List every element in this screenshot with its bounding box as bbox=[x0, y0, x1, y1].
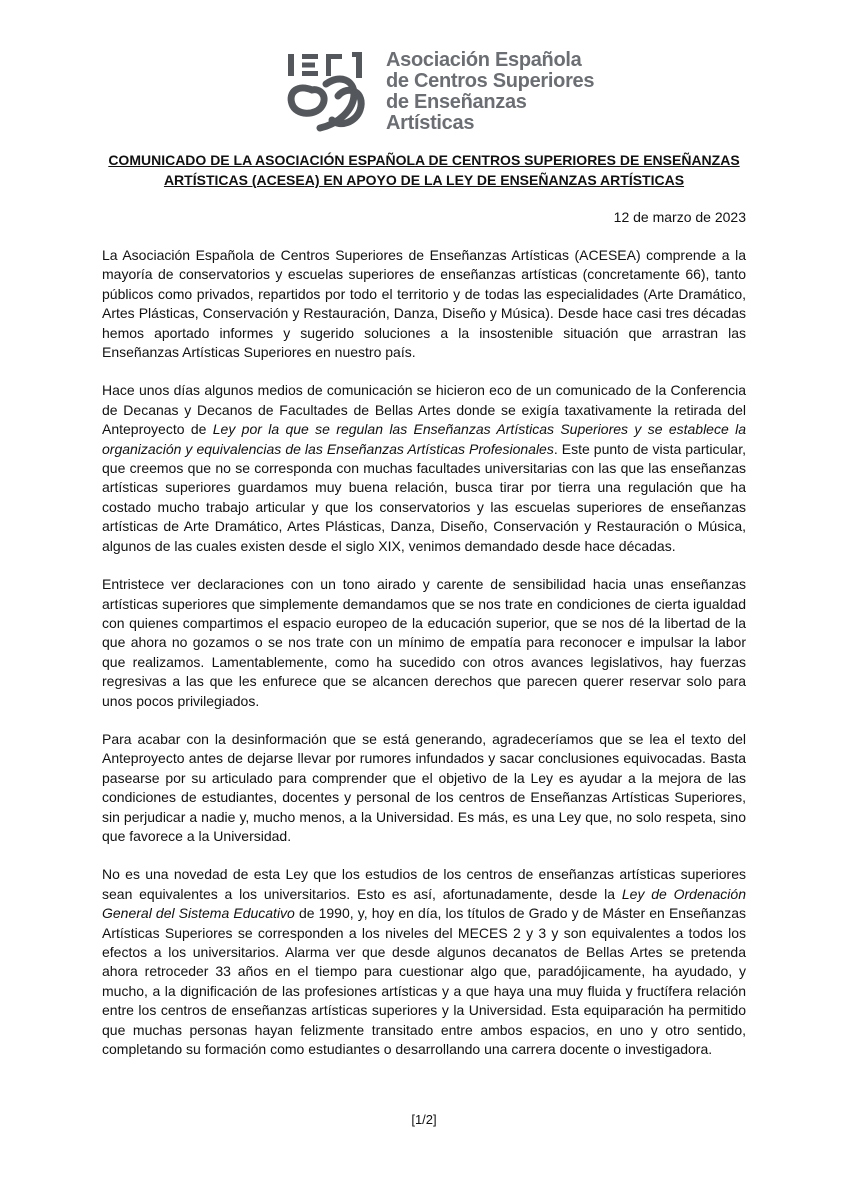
document-body bbox=[102, 246, 746, 1078]
page-number: [1/2] bbox=[411, 1112, 437, 1127]
paragraph-text: Hace unos días algunos medios de comunicación se hicieron eco de un comunicado de la Conferencia de Decanas y Decanos de Facultades de Bellas Artes donde se exigía taxativamente la retirada del Anteproyecto de bbox=[102, 382, 746, 438]
paragraph-text: La Asociación Española de Centros Superiores de Enseñanzas Artísticas (ACESEA) comprende a la mayoría de conservatorios y escuelas superiores de enseñanzas artísticas (concretamente 66), tanto públicos como privados, repartidos por todo el territorio y de todas las especialidades (Arte Dramático, Artes Plásticas, Conservación y Restauración, Danza, Diseño y Música). Desde hace casi tres décadas hemos aportado informes y sugerido soluciones a la insostenible situación que arrastran las Enseñanzas Artísticas Superiores en nuestro país. bbox=[102, 247, 746, 361]
logo-line: de Enseñanzas bbox=[386, 91, 527, 113]
paragraph bbox=[102, 246, 746, 362]
paragraph bbox=[102, 575, 746, 711]
acesea-logo-mark-icon bbox=[282, 44, 382, 134]
paragraph-text: Para acabar con la desinformación que se está generando, agradeceríamos que se lea el texto del Anteproyecto antes de dejarse llevar por rumores infundados y sacar conclusiones equivocadas. Basta pasearse por su articulado para comprender que el objetivo de la Ley es ayudar a la mejora de las condiciones de estudiantes, docentes y personal de los centros de Enseñanzas Artísticas Superiores, sin perjudicar a nadie y, mucho menos, a la Universidad. Es más, es una Ley que, no solo respeta, sino que favorece a la Universidad. bbox=[102, 730, 746, 844]
paragraph-text: de 1990, y, hoy en día, los títulos de Grado y de Máster en Enseñanzas Artísticas Superiores se corresponden a los niveles del MECES 2 y 3 y son equivalentes a todos los efectos a los universitarios. Alarma ver que desde algunos decanatos de Bellas Artes se pretenda ahora retroceder 33 años en el tiempo para cuestionar algo que, paradójicamente, ha ayudado, y mucho, a la dignificación de las profesiones artísticas y a que haya una muy fluida y fructífera relación entre los centros de enseñanzas artísticas superiores y la Universidad. Esta equiparación ha permitido que muchas personas hayan felizmente transitado entre ambos espacios, en uno y otro sentido, completando su formación como estudiantes o desarrollando una carrera docente o investigadora. bbox=[102, 905, 746, 1058]
law-title-italic: Ley por la que se regulan las Enseñanzas Artísticas Superiores y se establece la organización y equivalencias de las Enseñanzas Artísticas Profesionales bbox=[102, 421, 746, 457]
paragraph-text: . Este punto de vista particular, que creemos que no se corresponda con muchas facultades universitarias con las que las enseñanzas artísticas superiores guardamos muy buena relación, busca tirar por tierra una regulación que ha costado mucho trabajo articular y que los conservatorios y las escuelas superiores de enseñanzas artísticas de Arte Dramático, Artes Plásticas, Danza, Diseño, Conservación y Restauración o Música, algunos de las cuales existen desde el siglo XIX, venimos demandado desde hace décadas. bbox=[102, 440, 746, 554]
document-date: 12 de marzo de 2023 bbox=[613, 209, 746, 225]
paragraph bbox=[102, 730, 746, 846]
acesea-logo-text bbox=[386, 50, 594, 134]
acesea-logo bbox=[282, 44, 595, 136]
paragraph-text: No es una novedad de esta Ley que los estudios de los centros de enseñanzas artísticas superiores sean equivalentes a los universitarios. Esto es así, afortunadamente, desde la bbox=[102, 866, 746, 902]
paragraph-text: Entristece ver declaraciones con un tono airado y carente de sensibilidad hacia unas enseñanzas artísticas superiores que simplemente demandamos que se nos trate en condiciones de cierta igualdad con quienes compartimos el espacio europeo de la educación superior, que se nos dé la libertad de la que ahora no gozamos o se nos trate con un mínimo de empatía para reconocer e impulsar la labor que realizamos. Lamentablemente, como ha sucedido con otros avances legislativos, hay fuerzas regresivas a las que les enfurece que se alcancen derechos que parecen querer reservar solo para unos pocos privilegiados. bbox=[102, 576, 746, 709]
logo-line: de Centros Superiores bbox=[386, 70, 595, 92]
logo-line: Asociación Española bbox=[386, 49, 582, 71]
paragraph bbox=[102, 865, 746, 1059]
logo-line: Artísticas bbox=[386, 112, 475, 134]
paragraph bbox=[102, 381, 746, 556]
law-title-italic: Ley de Ordenación General del Sistema Educativo bbox=[102, 885, 746, 922]
document-title: COMUNICADO DE LA ASOCIACIÓN ESPAÑOLA DE CENTROS SUPERIORES DE ENSEÑANZAS ARTÍSTICAS (ACESEA) EN APOYO DE LA LEY DE ENSEÑANZAS ARTÍSTICAS bbox=[108, 152, 740, 188]
